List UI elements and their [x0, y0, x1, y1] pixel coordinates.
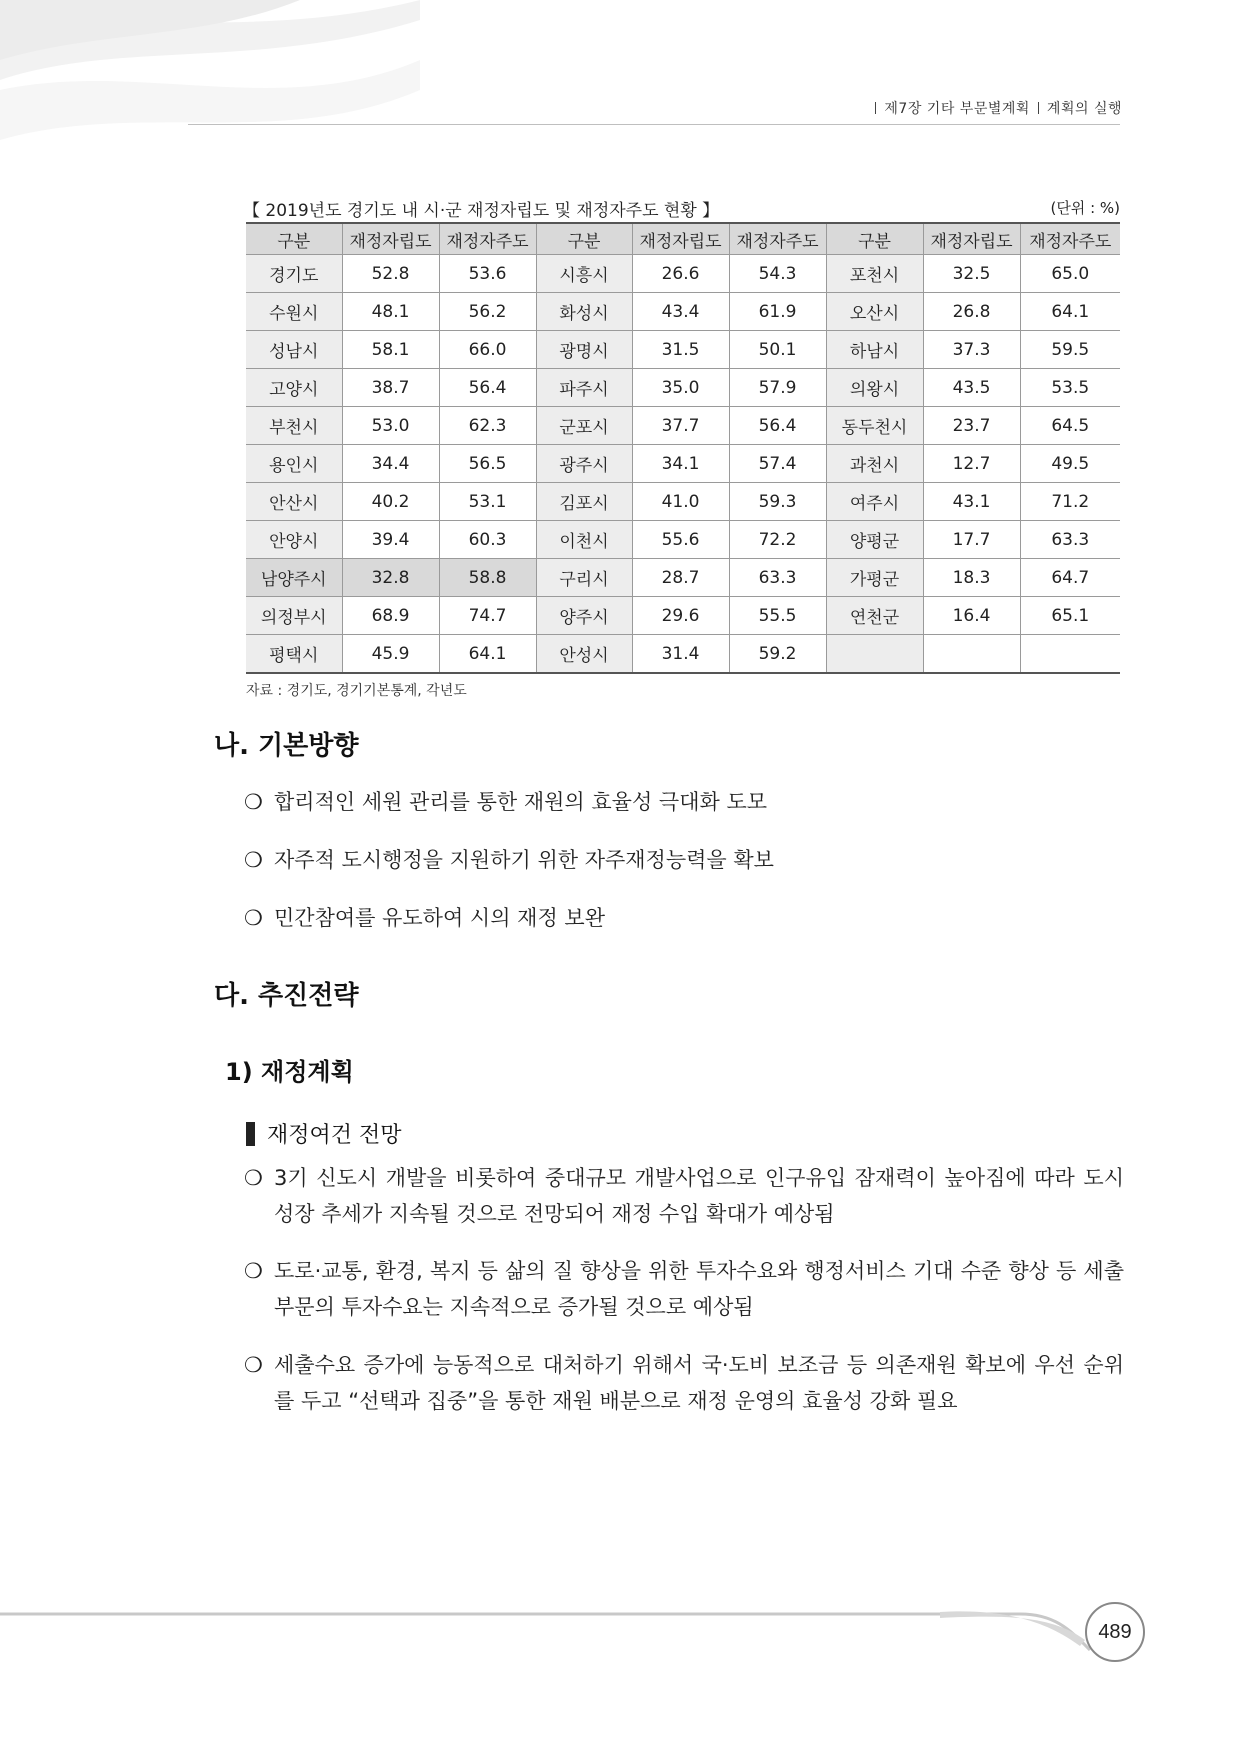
region-name-cell: 군포시	[536, 407, 632, 445]
region-name-cell: 파주시	[536, 369, 632, 407]
fiscal-autonomy-cell: 60.3	[439, 521, 536, 559]
header-divider	[1038, 102, 1039, 114]
region-name-cell	[826, 635, 923, 674]
column-header: 구분	[246, 223, 342, 255]
bullet-mark: ❍	[244, 790, 263, 814]
fiscal-independence-cell: 45.9	[342, 635, 439, 674]
fiscal-autonomy-cell: 53.1	[439, 483, 536, 521]
fiscal-autonomy-cell: 55.5	[729, 597, 826, 635]
region-name-cell: 안성시	[536, 635, 632, 674]
fiscal-autonomy-cell: 65.1	[1020, 597, 1120, 635]
header-rule	[188, 124, 1120, 125]
fiscal-autonomy-cell: 71.2	[1020, 483, 1120, 521]
footer-rule	[0, 1610, 1240, 1670]
fiscal-independence-cell: 18.3	[923, 559, 1020, 597]
table-row	[246, 331, 1120, 369]
table-body	[246, 255, 1120, 674]
fiscal-autonomy-cell: 64.1	[439, 635, 536, 674]
fiscal-independence-table	[246, 222, 1120, 674]
fiscal-independence-cell: 17.7	[923, 521, 1020, 559]
column-header: 재정자립도	[923, 223, 1020, 255]
fiscal-independence-cell: 16.4	[923, 597, 1020, 635]
column-header: 재정자주도	[439, 223, 536, 255]
list-item	[244, 1347, 1124, 1419]
bullet-text: 자주적 도시행정을 지원하기 위한 자주재정능력을 확보	[274, 848, 774, 872]
fiscal-autonomy-cell: 64.7	[1020, 559, 1120, 597]
topic-title: 재정여건 전망	[267, 1123, 402, 1148]
fiscal-independence-cell: 43.4	[632, 293, 729, 331]
fiscal-independence-cell: 52.8	[342, 255, 439, 293]
table-caption	[243, 196, 1120, 220]
section-heading-basic-direction: 나. 기본방향	[214, 731, 359, 761]
page-number: 489	[1085, 1602, 1145, 1662]
fiscal-autonomy-cell: 53.5	[1020, 369, 1120, 407]
fiscal-independence-cell: 26.8	[923, 293, 1020, 331]
fiscal-independence-cell: 34.1	[632, 445, 729, 483]
table-source: 자료 : 경기도, 경기기본통계, 각년도	[246, 683, 467, 699]
fiscal-autonomy-cell: 74.7	[439, 597, 536, 635]
fiscal-independence-cell: 43.5	[923, 369, 1020, 407]
bullet-text: 합리적인 세원 관리를 통한 재원의 효율성 극대화 도모	[274, 790, 768, 814]
region-name-cell: 부천시	[246, 407, 342, 445]
region-name-cell: 남양주시	[246, 559, 342, 597]
section-heading-strategy: 다. 추진전략	[214, 981, 359, 1011]
table-row	[246, 635, 1120, 674]
region-name-cell: 의정부시	[246, 597, 342, 635]
fiscal-autonomy-cell: 53.6	[439, 255, 536, 293]
fiscal-autonomy-cell: 65.0	[1020, 255, 1120, 293]
fiscal-independence-cell: 23.7	[923, 407, 1020, 445]
fiscal-autonomy-cell: 56.4	[729, 407, 826, 445]
fiscal-autonomy-cell: 59.3	[729, 483, 826, 521]
region-name-cell: 수원시	[246, 293, 342, 331]
section-label: 계획의 실행	[1046, 101, 1122, 117]
fiscal-independence-cell: 35.0	[632, 369, 729, 407]
fiscal-independence-cell: 40.2	[342, 483, 439, 521]
fiscal-autonomy-cell: 59.5	[1020, 331, 1120, 369]
table-row	[246, 597, 1120, 635]
fiscal-autonomy-cell: 56.4	[439, 369, 536, 407]
topic-heading	[246, 1118, 402, 1149]
region-name-cell: 화성시	[536, 293, 632, 331]
fiscal-independence-cell: 37.7	[632, 407, 729, 445]
fiscal-independence-cell: 32.8	[342, 559, 439, 597]
bullet-text: 도로·교통, 환경, 복지 등 삶의 질 향상을 위한 투자수요와 행정서비스 기대 수준 향상 등 세출 부문의 투자수요는 지속적으로 증가될 것으로 예상됨	[274, 1259, 1124, 1319]
fiscal-autonomy-cell: 56.2	[439, 293, 536, 331]
column-header: 구분	[536, 223, 632, 255]
fiscal-independence-cell: 38.7	[342, 369, 439, 407]
square-marker-icon	[246, 1122, 255, 1146]
table-header-row	[246, 223, 1120, 255]
table-row	[246, 293, 1120, 331]
bullet-mark: ❍	[244, 1166, 263, 1190]
fiscal-independence-cell: 32.5	[923, 255, 1020, 293]
table-title: 【 2019년도 경기도 내 시·군 재정자립도 및 재정자주도 현황 】	[243, 201, 720, 221]
fiscal-independence-cell: 58.1	[342, 331, 439, 369]
region-name-cell: 안양시	[246, 521, 342, 559]
region-name-cell: 구리시	[536, 559, 632, 597]
fiscal-independence-cell: 68.9	[342, 597, 439, 635]
region-name-cell: 시흥시	[536, 255, 632, 293]
region-name-cell: 가평군	[826, 559, 923, 597]
column-header: 재정자주도	[1020, 223, 1120, 255]
fiscal-autonomy-cell: 61.9	[729, 293, 826, 331]
table-row	[246, 483, 1120, 521]
fiscal-independence-cell: 26.6	[632, 255, 729, 293]
region-name-cell: 성남시	[246, 331, 342, 369]
fiscal-independence-cell: 55.6	[632, 521, 729, 559]
fiscal-independence-cell: 29.6	[632, 597, 729, 635]
region-name-cell: 광주시	[536, 445, 632, 483]
table-row	[246, 369, 1120, 407]
fiscal-autonomy-cell: 54.3	[729, 255, 826, 293]
region-name-cell: 김포시	[536, 483, 632, 521]
fiscal-autonomy-cell: 59.2	[729, 635, 826, 674]
chapter-title: 제7장 기타 부문별계획	[884, 101, 1030, 117]
bullet-mark: ❍	[244, 848, 263, 872]
region-name-cell: 과천시	[826, 445, 923, 483]
region-name-cell: 고양시	[246, 369, 342, 407]
fiscal-autonomy-cell: 49.5	[1020, 445, 1120, 483]
fiscal-independence-cell: 43.1	[923, 483, 1020, 521]
region-name-cell: 오산시	[826, 293, 923, 331]
fiscal-autonomy-cell: 56.5	[439, 445, 536, 483]
table-row	[246, 445, 1120, 483]
list-item	[244, 784, 1124, 820]
subsection-heading-fiscal-plan: 1) 재정계획	[225, 1058, 354, 1086]
list-item	[244, 900, 1124, 936]
fiscal-autonomy-cell: 63.3	[729, 559, 826, 597]
fiscal-autonomy-cell: 50.1	[729, 331, 826, 369]
fiscal-autonomy-cell: 63.3	[1020, 521, 1120, 559]
column-header: 재정자립도	[342, 223, 439, 255]
fiscal-independence-cell: 31.5	[632, 331, 729, 369]
fiscal-independence-cell	[923, 635, 1020, 674]
region-name-cell: 하남시	[826, 331, 923, 369]
fiscal-autonomy-cell: 57.4	[729, 445, 826, 483]
fiscal-autonomy-cell: 64.5	[1020, 407, 1120, 445]
list-item	[244, 1253, 1124, 1325]
table-row	[246, 255, 1120, 293]
column-header: 재정자립도	[632, 223, 729, 255]
column-header: 재정자주도	[729, 223, 826, 255]
corner-decoration	[0, 0, 420, 200]
region-name-cell: 의왕시	[826, 369, 923, 407]
region-name-cell: 평택시	[246, 635, 342, 674]
region-name-cell: 경기도	[246, 255, 342, 293]
table-unit: (단위 : %)	[1050, 199, 1120, 217]
fiscal-independence-cell: 31.4	[632, 635, 729, 674]
fiscal-independence-cell: 12.7	[923, 445, 1020, 483]
region-name-cell: 포천시	[826, 255, 923, 293]
region-name-cell: 연천군	[826, 597, 923, 635]
fiscal-autonomy-cell: 64.1	[1020, 293, 1120, 331]
bullet-text: 민간참여를 유도하여 시의 재정 보완	[274, 906, 605, 930]
fiscal-independence-cell: 41.0	[632, 483, 729, 521]
list-item	[244, 1160, 1124, 1232]
region-name-cell: 동두천시	[826, 407, 923, 445]
region-name-cell: 광명시	[536, 331, 632, 369]
region-name-cell: 이천시	[536, 521, 632, 559]
region-name-cell: 양평군	[826, 521, 923, 559]
fiscal-independence-cell: 53.0	[342, 407, 439, 445]
fiscal-independence-cell: 28.7	[632, 559, 729, 597]
table-row	[246, 559, 1120, 597]
fiscal-autonomy-cell: 58.8	[439, 559, 536, 597]
bullet-mark: ❍	[244, 1259, 263, 1283]
fiscal-independence-cell: 37.3	[923, 331, 1020, 369]
bullet-mark: ❍	[244, 1353, 263, 1377]
fiscal-independence-cell: 39.4	[342, 521, 439, 559]
region-name-cell: 안산시	[246, 483, 342, 521]
region-name-cell: 여주시	[826, 483, 923, 521]
region-name-cell: 용인시	[246, 445, 342, 483]
table-row	[246, 521, 1120, 559]
bullet-mark: ❍	[244, 906, 263, 930]
fiscal-autonomy-cell: 66.0	[439, 331, 536, 369]
region-name-cell: 양주시	[536, 597, 632, 635]
fiscal-autonomy-cell: 62.3	[439, 407, 536, 445]
fiscal-independence-cell: 34.4	[342, 445, 439, 483]
fiscal-autonomy-cell: 72.2	[729, 521, 826, 559]
column-header: 구분	[826, 223, 923, 255]
bullet-text: 3기 신도시 개발을 비롯하여 중대규모 개발사업으로 인구유입 잠재력이 높아짐에 따라 도시성장 추세가 지속될 것으로 전망되어 재정 수입 확대가 예상됨	[274, 1166, 1124, 1226]
bullet-text: 세출수요 증가에 능동적으로 대처하기 위해서 국·도비 보조금 등 의존재원 확보에 우선 순위를 두고 “선택과 집중”을 통한 재원 배분으로 재정 운영의 효율성 강화 필요	[274, 1353, 1124, 1413]
fiscal-independence-cell: 48.1	[342, 293, 439, 331]
fiscal-autonomy-cell	[1020, 635, 1120, 674]
table-row	[246, 407, 1120, 445]
list-item	[244, 842, 1124, 878]
fiscal-autonomy-cell: 57.9	[729, 369, 826, 407]
header-divider	[875, 102, 876, 114]
running-header	[867, 98, 1122, 118]
